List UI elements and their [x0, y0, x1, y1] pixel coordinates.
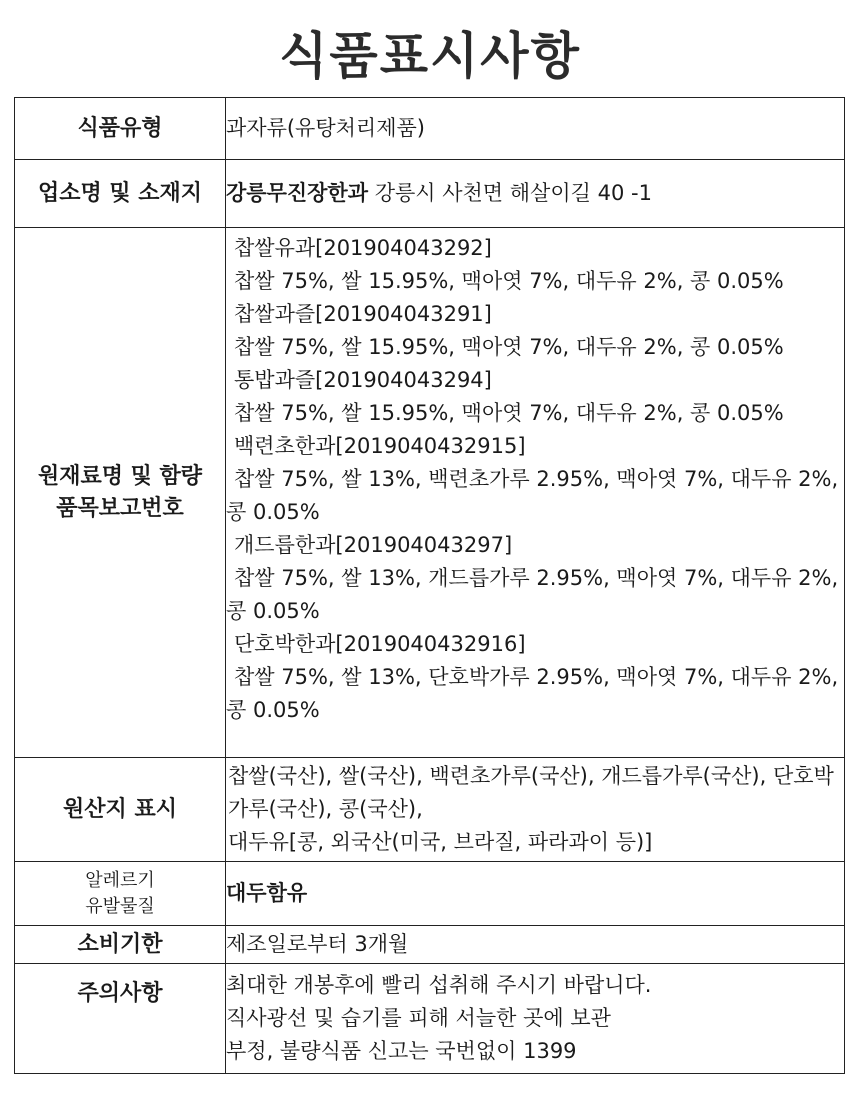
ingredient-item-body: 찹쌀 75%, 쌀 15.95%, 맥아엿 7%, 대두유 2%, 콩 0.05%: [234, 401, 784, 425]
page-title: 식품표시사항: [279, 27, 581, 85]
row-ingredients: [15, 228, 845, 758]
row-company: [15, 160, 845, 228]
ingredients-label-line1: 원재료명 및 함량: [37, 463, 203, 489]
caution-line: 부정, 불량식품 신고는 국번없이 1399: [226, 1039, 577, 1063]
expiry-label: 소비기한: [15, 926, 226, 964]
ingredient-item-name: 백련초한과[2019040432915]: [234, 434, 526, 458]
food-type-label: 식품유형: [15, 98, 226, 160]
company-label: 업소명 및 소재지: [15, 160, 226, 228]
expiry-value: 제조일로부터 3개월: [226, 926, 845, 964]
caution-line: 직사광선 및 습기를 피해 서늘한 곳에 보관: [226, 1006, 611, 1030]
row-allergy: [15, 862, 845, 926]
allergy-value: 대두함유: [226, 862, 845, 926]
company-name: 강릉무진장한과: [226, 181, 369, 205]
origin-line1: 찹쌀(국산), 쌀(국산), 백련초가루(국산), 개드릅가루(국산), 단호박가루(국산), 콩(국산),: [228, 764, 834, 821]
row-expiry: [15, 926, 845, 964]
ingredient-item-body: 찹쌀 75%, 쌀 13%, 개드릅가루 2.95%, 맥아엿 7%, 대두유 2%, 콩 0.05%: [226, 566, 839, 623]
ingredients-value: [226, 228, 845, 758]
ingredient-item-body: 찹쌀 75%, 쌀 13%, 단호박가루 2.95%, 맥아엿 7%, 대두유 2%, 콩 0.05%: [226, 665, 839, 722]
allergy-label-line1: 알레르기: [85, 869, 155, 891]
ingredient-item-name: 찹쌀과즐[201904043291]: [234, 302, 492, 326]
ingredients-label: [15, 228, 226, 758]
row-food-type: [15, 98, 845, 160]
company-value: [226, 160, 845, 228]
company-address: 강릉시 사천면 해살이길 40 -1: [374, 181, 652, 205]
ingredient-item-name: 단호박한과[2019040432916]: [234, 632, 526, 656]
ingredient-item-name: 통밥과즐[201904043294]: [234, 368, 492, 392]
caution-value: [226, 964, 845, 1074]
origin-label: 원산지 표시: [15, 758, 226, 862]
origin-value: [226, 758, 845, 862]
ingredient-item-name: 개드릅한과[201904043297]: [234, 533, 513, 557]
ingredient-item-name: 찹쌀유과[201904043292]: [234, 236, 492, 260]
allergy-label: [15, 862, 226, 926]
row-origin: [15, 758, 845, 862]
caution-line: 최대한 개봉후에 빨리 섭취해 주시기 바랍니다.: [226, 973, 652, 997]
allergy-label-line2: 유발물질: [85, 895, 155, 917]
caution-label: 주의사항: [15, 964, 226, 1074]
ingredients-label-line2: 품목보고번호: [56, 495, 184, 521]
food-type-value: 과자류(유탕처리제품): [226, 98, 845, 160]
origin-line2: 대두유[콩, 외국산(미국, 브라질, 파라과이 등)]: [228, 830, 653, 854]
row-caution: [15, 964, 845, 1074]
food-label-table: [14, 97, 845, 1074]
ingredient-item-body: 찹쌀 75%, 쌀 15.95%, 맥아엿 7%, 대두유 2%, 콩 0.05%: [234, 335, 784, 359]
ingredient-item-body: 찹쌀 75%, 쌀 15.95%, 맥아엿 7%, 대두유 2%, 콩 0.05%: [234, 269, 784, 293]
ingredient-item-body: 찹쌀 75%, 쌀 13%, 백련초가루 2.95%, 맥아엿 7%, 대두유 2%, 콩 0.05%: [226, 467, 839, 524]
